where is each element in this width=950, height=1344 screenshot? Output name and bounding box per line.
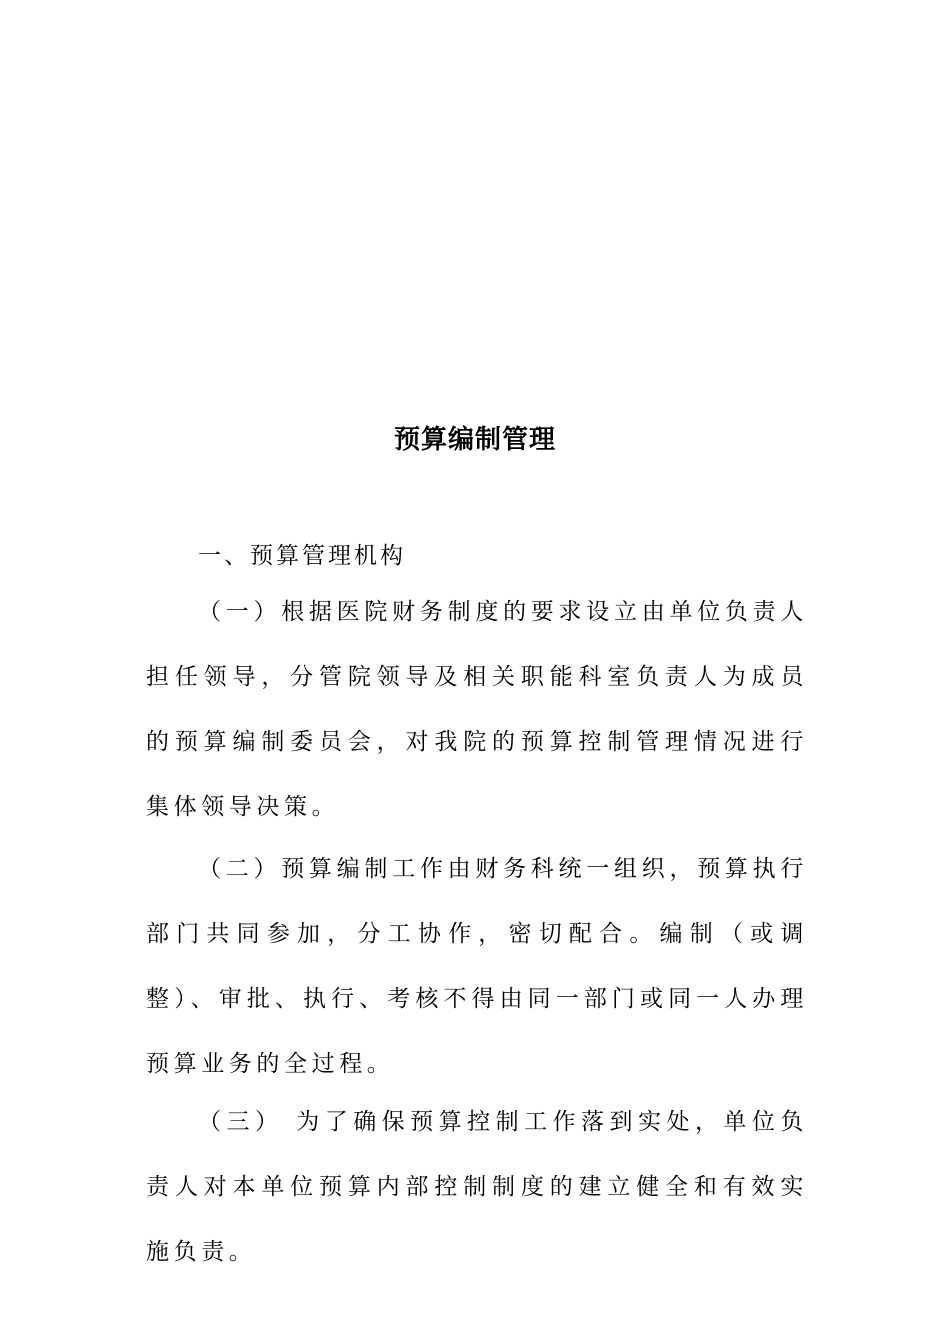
- paragraph-2: （二）预算编制工作由财务科统一组织，预算执行部门共同参加，分工协作，密切配合。编制（或调整）、审批、执行、考核不得由同一部门或同一人办理预算业务的全过程。: [146, 856, 808, 1077]
- paragraph-3: （三） 为了确保预算控制工作落到实处，单位负责人对本单位预算内部控制制度的建立健全和有效实施负责。: [146, 1109, 808, 1265]
- paragraph-1: （一）根据医院财务制度的要求设立由单位负责人担任领导，分管院领导及相关职能科室负责人为成员的预算编制委员会，对我院的预算控制管理情况进行集体领导决策。: [146, 599, 808, 820]
- section-heading: 一、预算管理机构: [198, 543, 406, 569]
- document-title: 预算编制管理: [393, 425, 556, 455]
